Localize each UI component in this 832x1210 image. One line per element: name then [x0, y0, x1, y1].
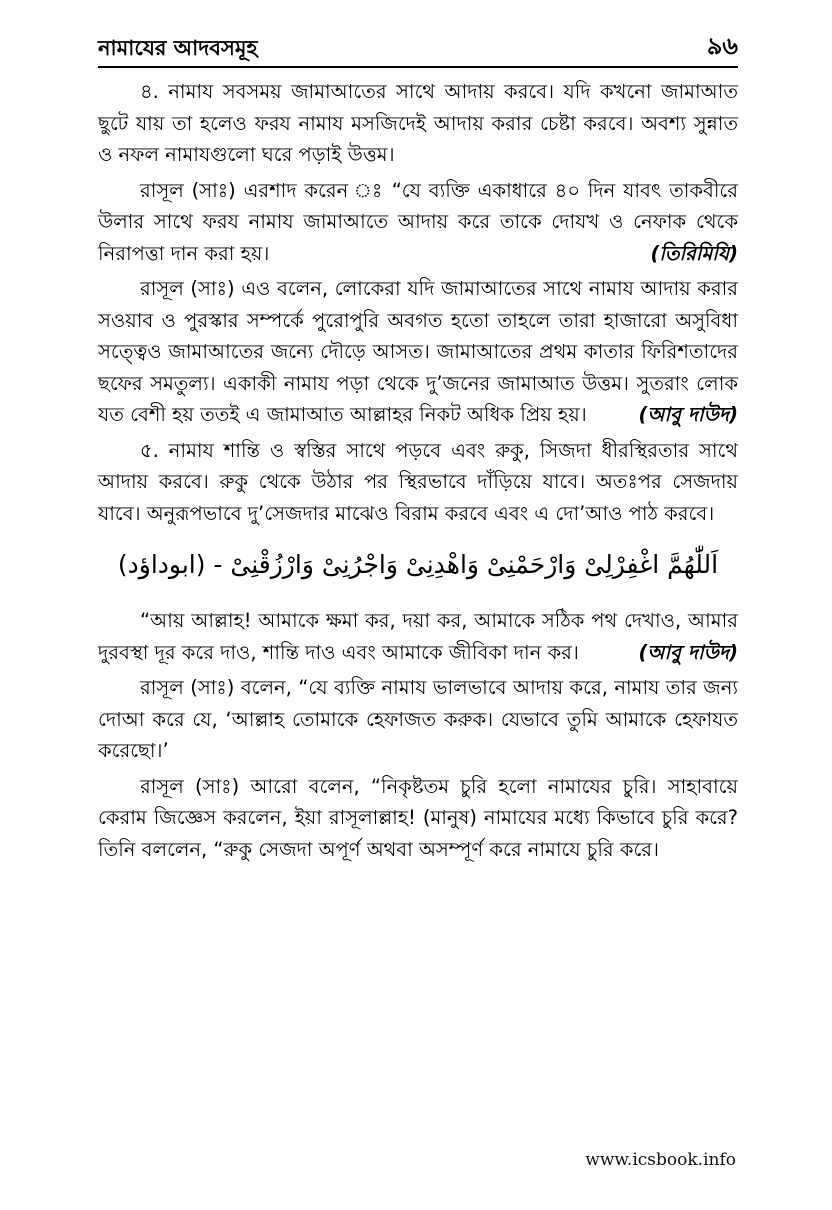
paragraph-hadith-prayer-protection — [98, 672, 738, 767]
paragraph-text: ৫. নামায শান্তি ও স্বস্তির সাথে পড়বে এবং রুকু, সিজদা ধীরস্থিরতার সাথে আদায় করবে। রুকু থেকে উঠার পর স্থিরভাবে দাঁড়িয়ে যাবে। অতঃপর সেজদায় যাবে। অনুরূপভাবে দু’সেজদার মাঝেও বিরাম করবে এবং এ দো’আও পাঠ করবে। — [98, 438, 738, 525]
paragraph-congregation-rule — [98, 76, 738, 171]
paragraph-calm-prayer-rule — [98, 435, 738, 530]
paragraph-hadith-prayer-theft — [98, 771, 738, 866]
paragraph-text: রাসূল (সাঃ) বলেন, “যে ব্যক্তি নামায ভালভাবে আদায় করে, নামায তার জন্য দোআ করে যে, ‘আল্লাহ তোমাকে হেফাজত করুক। যেভাবে তুমি আমাকে হেফাযত করেছো।’ — [98, 676, 738, 762]
arabic-dua: اَللّٰهُمَّ اغْفِرْلِىْ وَارْحَمْنِىْ وَاهْدِنِىْ وَاجْرُنِىْ وَارْزُقْنِىْ - (ابوداؤد) — [117, 550, 719, 579]
page-number: ৯৬ — [706, 32, 738, 60]
paragraph-hadith-forty-days — [98, 175, 738, 270]
running-title: নামাযের আদবসমূহ — [98, 36, 258, 60]
paragraph-text: ৪. নামায সবসময় জামাআতের সাথে আদায় করবে। যদি কখনো জামাআত ছুটে যায় তা হলেও ফরয নামায মসজিদেই আদায় করার চেষ্টা করবে। অবশ্য সুন্নাত ও নফল নামাযগুলো ঘরে পড়াই উত্তম। — [98, 80, 738, 166]
paragraph-text: রাসূল (সাঃ) এরশাদ করেন ঃ “যে ব্যক্তি একাধারে ৪০ দিন যাবৎ তাকবীরে উলার সাথে ফরয নামায জামাআতে আদায় করে তাকে দোযখ ও নেফাক থেকে নিরাপত্তা দান করা হয়। — [98, 178, 738, 265]
page-header — [98, 28, 738, 70]
paragraph-hadith-congregation-reward — [98, 273, 738, 431]
paragraph-text: “আয় আল্লাহ! আমাকে ক্ষমা কর, দয়া কর, আমাকে সঠিক পথ দেখাও, আমার দুরবস্থা দূর করে দাও, শান্তি দাও এবং আমাকে জীবিকা দান কর। — [98, 609, 738, 664]
citation-tirmidhi: (তিরিমিযি) — [650, 241, 738, 265]
paragraph-dua-translation — [98, 605, 738, 668]
citation-abu-dawud: (আবু দাউদ) — [638, 640, 738, 664]
paragraph-text: রাসূল (সাঃ) এও বলেন, লোকেরা যদি জামাআতের সাথে নামায আদায় করার সওয়াব ও পুরস্কার সম্পর্কে পুরোপুরি অবগত হতো তাহলে তারা হাজারো অসুবিধা সত্ত্বেও জামাআতের জন্যে দৌড়ে আসত। জামাআতের প্রথম কাতার ফিরিশতাদের ছফের সমতুল্য। একাকী নামায পড়া থেকে দু’জনের জামাআত উত্তম। সুতরাং লোক যত বেশী হয় ততই এ জামাআত আল্লাহর নিকট অধিক প্রিয় হয়। — [98, 277, 738, 426]
page-body — [98, 76, 738, 869]
header-divider — [98, 66, 738, 68]
footer-website: www.icsbook.info — [585, 1150, 736, 1170]
paragraph-text: রাসূল (সাঃ) আরো বলেন, “নিকৃষ্টতম চুরি হলো নামাযের চুরি। সাহাবায়ে কেরাম জিজ্ঞেস করলেন, ইয়া রাসূলাল্লাহ! (মানুষ) নামাযের মধ্যে কিভাবে চুরি করে? তিনি বললেন, “রুকু সেজদা অপূর্ণ অথবা অসম্পূর্ণ করে নামাযে চুরি করে। — [98, 774, 738, 861]
citation-abu-dawud: (আবু দাউদ) — [638, 403, 738, 426]
